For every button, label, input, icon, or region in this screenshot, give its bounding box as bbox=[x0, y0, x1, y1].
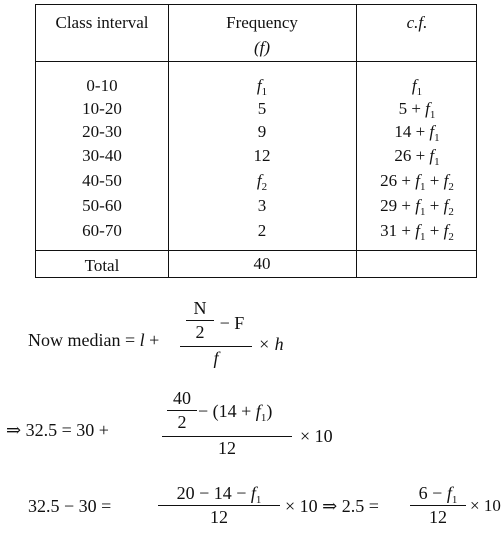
table-cell-frequency: $f_2$ bbox=[256, 171, 268, 193]
step1-num-2: 2 bbox=[177, 412, 187, 432]
step1-lhs: ⇒ 32.5 = 30 + bbox=[6, 420, 109, 440]
fraction-bar-small bbox=[167, 410, 197, 411]
total-label: Total bbox=[84, 256, 120, 275]
step1-den: 12 bbox=[218, 438, 236, 458]
table-cell-frequency: 5 bbox=[257, 99, 267, 118]
header-divider bbox=[36, 61, 476, 62]
formula-den-f: f bbox=[213, 348, 219, 368]
table-cell-cf: $f_1$ bbox=[411, 76, 423, 98]
fraction-bar bbox=[158, 505, 280, 506]
header-cf: c.f. bbox=[406, 13, 428, 32]
formula-lead: Now median = l + bbox=[28, 330, 160, 350]
fraction-bar-main bbox=[180, 346, 252, 347]
table-cell-cf: $26 + f_1$ bbox=[394, 146, 440, 168]
table-cell-frequency: $f_1$ bbox=[256, 76, 268, 98]
table-cell-frequency: 9 bbox=[257, 122, 267, 141]
step1-num-40: 40 bbox=[173, 388, 191, 408]
table-cell-frequency: 2 bbox=[257, 221, 267, 240]
total-divider bbox=[36, 250, 476, 251]
fraction-bar-small bbox=[186, 320, 214, 321]
formula-N: N bbox=[193, 298, 207, 318]
step2-num-a: $20 - 14 - f_1$ bbox=[176, 483, 262, 506]
step2-den-b: 12 bbox=[429, 507, 447, 527]
table-cell-frequency: 3 bbox=[257, 196, 267, 215]
step2-num-b: $6 - f_1$ bbox=[418, 483, 458, 506]
table-cell-interval: 60-70 bbox=[82, 221, 122, 240]
step2-den-a: 12 bbox=[210, 507, 228, 527]
frequency-table bbox=[35, 4, 477, 278]
fraction-bar-main bbox=[162, 436, 292, 437]
table-cell-interval: 40-50 bbox=[82, 171, 122, 190]
table-cell-cf: $5 + f_1$ bbox=[398, 99, 436, 121]
total-value: 40 bbox=[253, 254, 271, 273]
table-cell-interval: 50-60 bbox=[82, 196, 122, 215]
table-cell-interval: 10-20 bbox=[82, 99, 122, 118]
table-cell-cf: $29 + f_1 + f_2$ bbox=[380, 196, 454, 218]
header-frequency-symbol: (f) bbox=[253, 38, 271, 57]
table-cell-cf: $26 + f_1 + f_2$ bbox=[380, 171, 454, 193]
step2-times: × 10 bbox=[470, 496, 501, 515]
step2-lhs: 32.5 − 30 = bbox=[28, 496, 112, 516]
header-class-interval: Class interval bbox=[55, 13, 149, 32]
table-cell-cf: $31 + f_1 + f_2$ bbox=[380, 221, 454, 243]
table-cell-interval: 20-30 bbox=[82, 122, 122, 141]
table-cell-interval: 0-10 bbox=[86, 76, 118, 95]
formula-minus-F: − F bbox=[219, 313, 245, 333]
table-cell-cf: $14 + f_1$ bbox=[394, 122, 440, 144]
step1-times: × 10 bbox=[300, 426, 333, 446]
formula-two: 2 bbox=[195, 322, 205, 342]
table-cell-frequency: 12 bbox=[253, 146, 271, 165]
step2-mid: × 10 ⇒ 2.5 = bbox=[285, 496, 379, 516]
fraction-bar bbox=[410, 505, 466, 506]
header-frequency: Frequency bbox=[226, 13, 298, 32]
table-cell-interval: 30-40 bbox=[82, 146, 122, 165]
step1-num-rest: − $(14 + f_1)$ bbox=[198, 401, 273, 424]
formula-times-h: × h bbox=[258, 334, 284, 354]
